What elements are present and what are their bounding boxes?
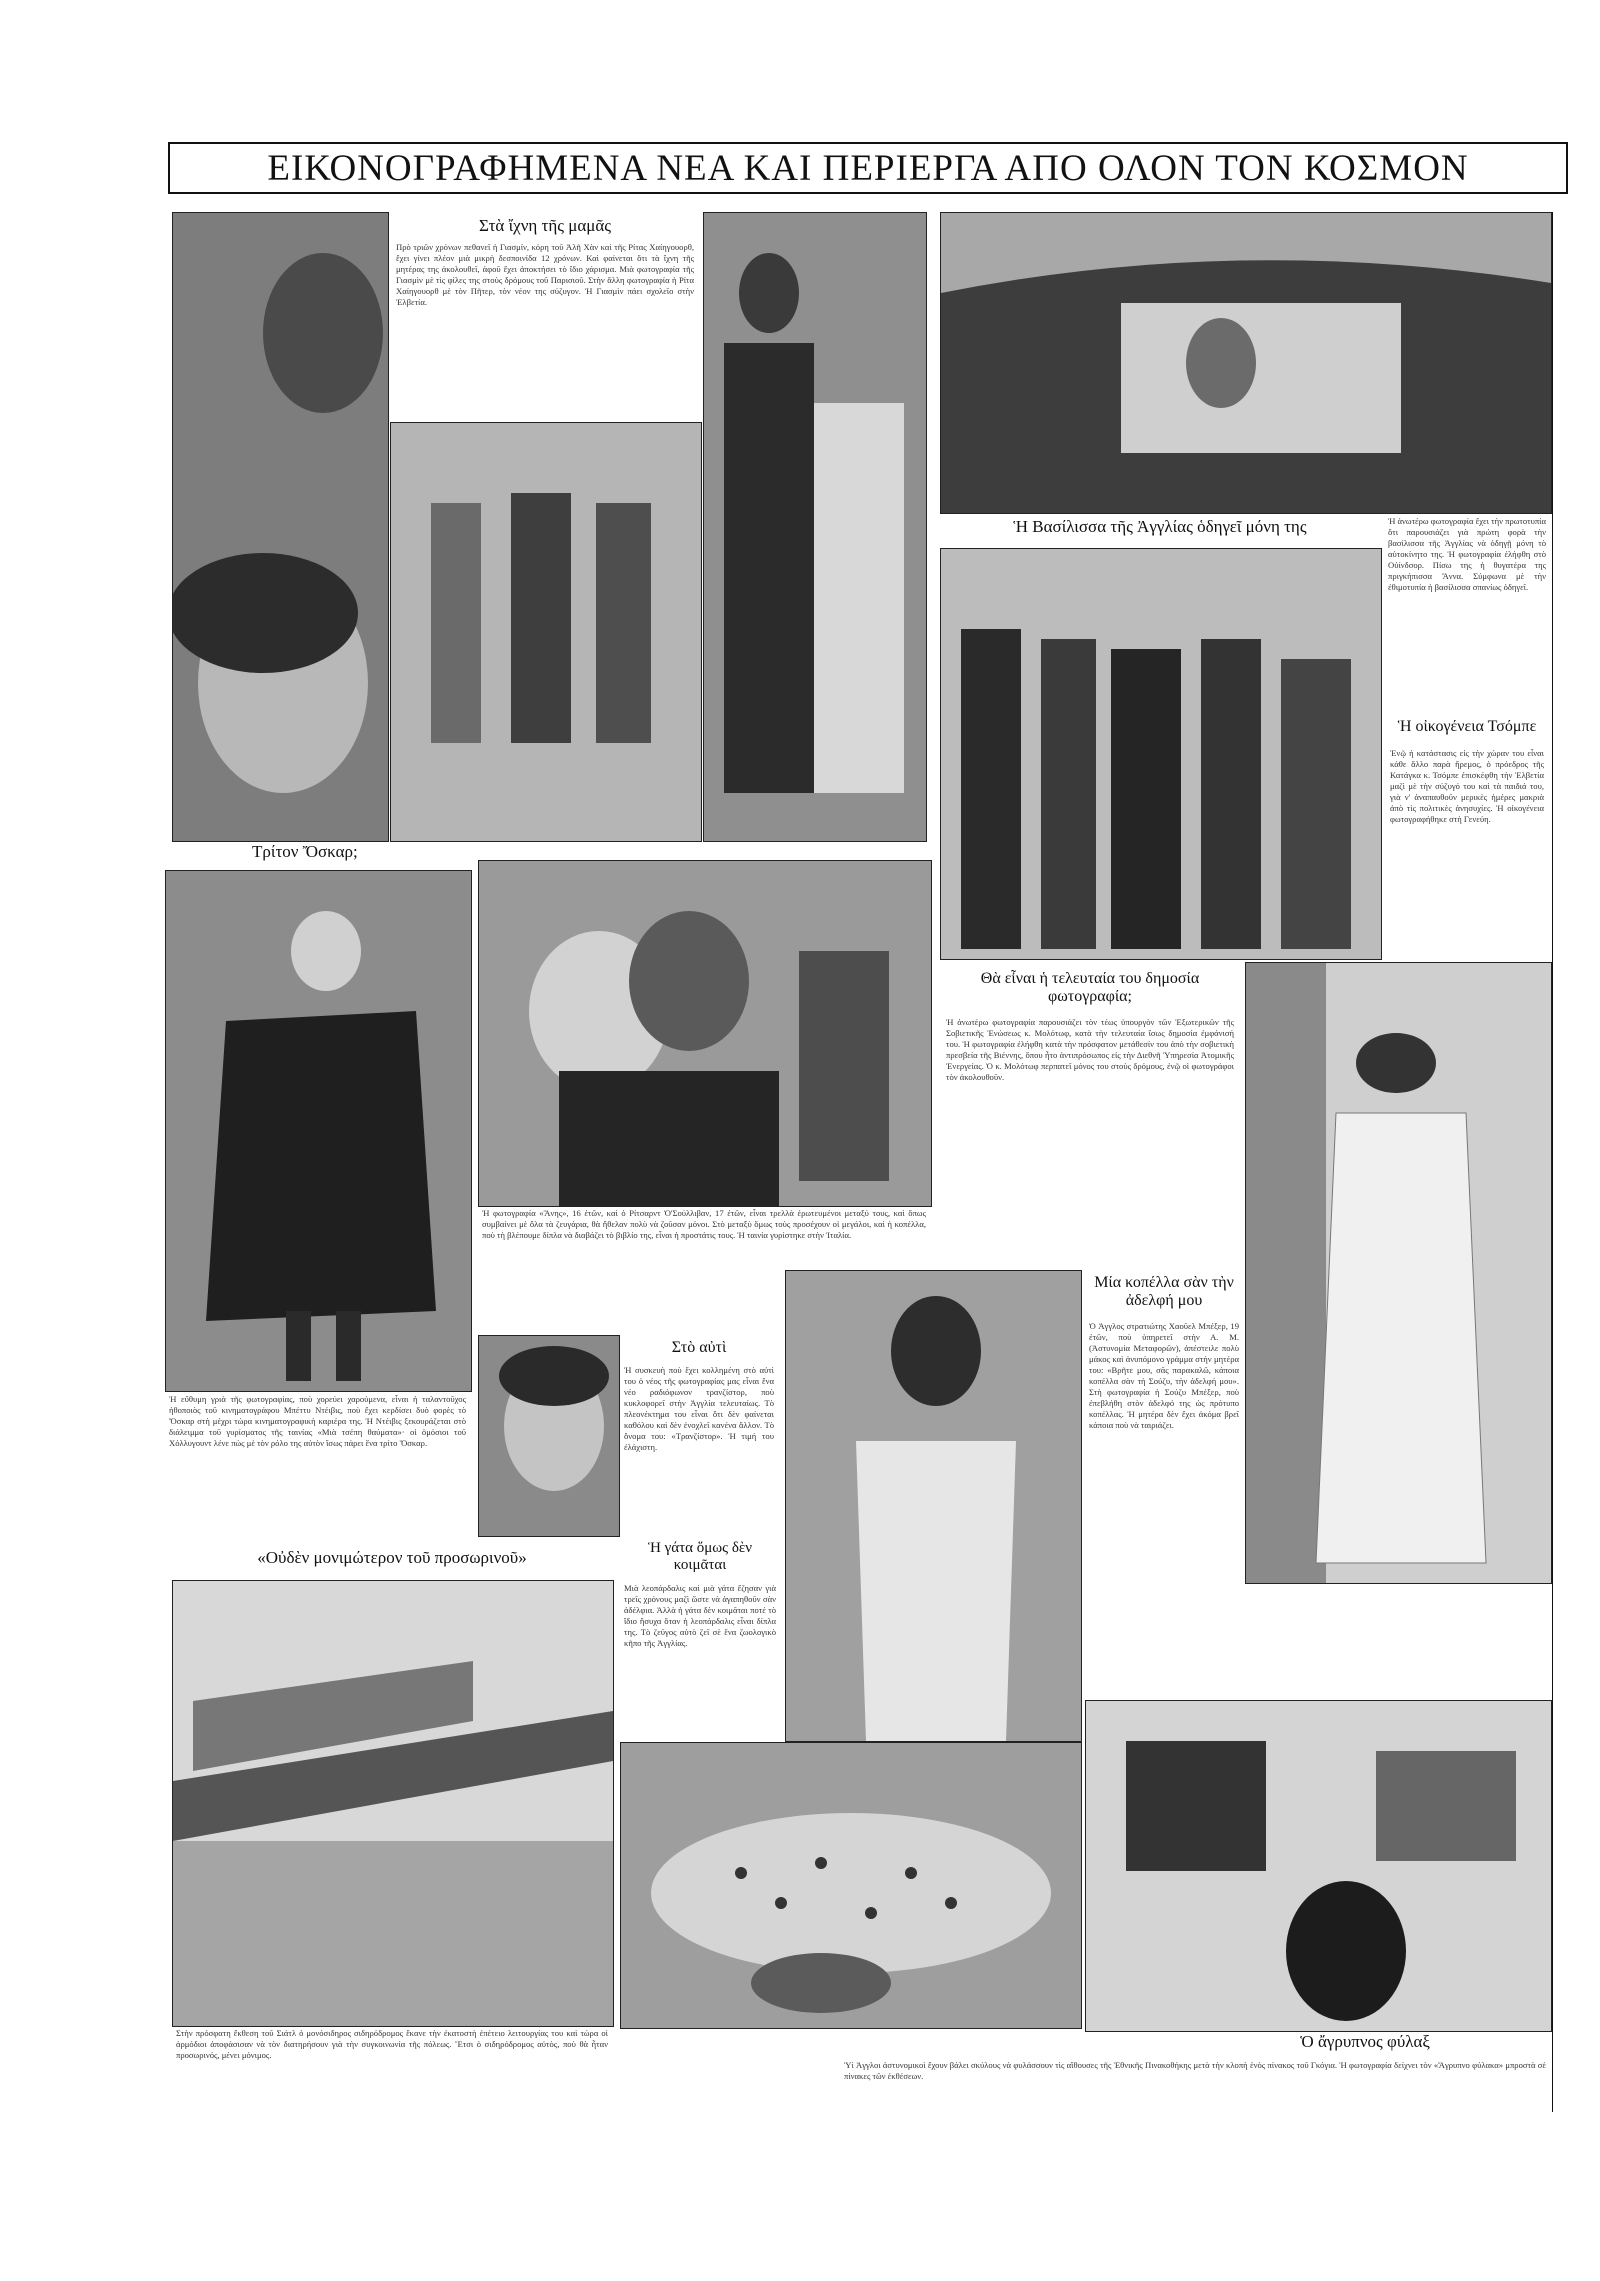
article-mama-headline: Στὰ ἴχνη τῆς μαμᾶς	[479, 216, 611, 235]
article-ear-text	[620, 1335, 778, 1535]
column-rule	[1552, 212, 1553, 2112]
photo-molotov	[1245, 962, 1552, 1584]
photo-tshombe-family	[940, 548, 1382, 960]
article-mama-text	[390, 212, 700, 420]
article-cat-headline: Ἡ γάτα ὅμως δὲν κοιμᾶται	[647, 1540, 753, 1574]
queen-body-text: Ἡ ἀνωτέρω φωτογραφία ἔχει τὴν πρωτοτυπία ὅτι παρουσιάζει γιὰ πρώτη φορὰ τὴν βασίλισσα τῆς Ἀγγλίας νὰ ὁδηγῇ μόνη τὸ αὐτοκίνητο της. Ἡ φωτογραφία ἐλήφθη στὸ Οὐίνδσορ. Πίσω της ἡ θυγατέρα της πριγκήπισσα Ἄννα. Σύμφωνα μὲ τὴν ἐθιμοτυπία ἡ βασίλισσα σπανίως ὁδηγεῖ.	[1388, 516, 1546, 592]
photo-leopard-cat	[620, 1742, 1082, 2029]
photo-guard-dog	[1085, 1700, 1552, 2032]
photo-queen-driving	[940, 212, 1552, 514]
article-monorail-body-box	[172, 2028, 612, 2098]
article-guard-headline-box	[1085, 2032, 1550, 2058]
article-guard-body-box	[840, 2060, 1550, 2110]
queen-caption-text: Ἡ Βασίλισσα τῆς Ἀγγλίας ὁδηγεῖ μόνη της	[1013, 517, 1307, 536]
article-monorail-headline: «Οὐδὲν μονιμώτερον τοῦ προσωρινοῦ»	[257, 1548, 527, 1567]
article-sister-body: Ὁ Ἀγγλος στρατιώτης Χαοῦελ Μπέξερ, 19 ἐτῶν, ποὺ ὑπηρετεῖ στὴν Α. Μ. (Ἀστυνομία Μεταφορῶν), ἀπέστειλε πολὺ μάκος καὶ ἀνυπόμονο γράμμα στὴν μητέρα του: «Βρῆτε μου, σᾶς παρακαλῶ, κάποια κοπέλλα σὰν τὴ Σούζυ, τὴν ἀδελφή μου». Στὴ φωτογραφία ἡ Σούζυ Μπέξερ, ποὺ ἐπεβλήθη στὸν ἀδελφό της ὡς πρότυπο κοπέλλας. Ἡ μητέρα δὲν ἔχει ἀκόμα βρεῖ κάποια ποὺ νὰ ταιριάζει.	[1089, 1320, 1239, 1430]
photo-teen-couple	[478, 860, 932, 1207]
article-mama-body: Πρὸ τριῶν χρόνων πεθανεῖ ἡ Γιασμίν, κόρη τοῦ Ἀλῆ Χὰν καὶ τῆς Ρίτας Χαίηγουορθ, ἔχει γίνει πλέον μιὰ μικρὴ δεσποινίδα 12 χρόνων. Καὶ φαίνεται ὅτι τὰ ἴχνη τῆς μητέρας της ἀκολουθεῖ, ἀφοῦ ἔχει ἀποκτήσει τὸ ἴδιο χάρισμα. Μιὰ φωτογραφία τῆς Γιασμὶν μὲ τὶς φίλες της στοὺς δρόμους τοῦ Παρισιοῦ. Στὴν ἄλλη φωτογραφία ἡ Ρίτα Χαίηγουορθ μὲ τὸν Πῆτερ, τὸν νέον της σύζυγον. Ἡ Γιασμὶν πάει σχολεῖο στὴν Ἐλβετία.	[396, 241, 694, 307]
photo-bette-davis	[165, 870, 472, 1392]
article-molotov-text	[940, 962, 1240, 1242]
article-monorail-headline-box	[172, 1548, 612, 1578]
article-oscar-headline: Τρίτον Ὄσκαρ;	[252, 842, 358, 861]
article-ear-headline: Στὸ αὐτὶ	[671, 1339, 727, 1356]
article-family-text	[1384, 698, 1550, 988]
photo-monorail	[172, 1580, 614, 2027]
article-family-headline: Ἡ οἰκογένεια Τσόμπε	[1397, 718, 1537, 735]
article-molotov-body: Ἡ ἀνωτέρω φωτογραφία παρουσιάζει τὸν τέως ὑπουργὸν τῶν Ἐξωτερικῶν τῆς Σοβιετικῆς Ἑνώσεως κ. Μολότωφ, κατὰ τὴν τελευταία ἴσως δημοσία ἐμφάνισή του. Ἡ φωτογραφία ἐλήφθη κατὰ τὴν πρόσφατον μετάθεσίν του ἀπὸ τὴν σοβιετικὴ πρεσβεία τῆς Βιέννης, ὅπου ἦτο ἀντιπρόσωπος εἰς τὴν Διεθνῆ Ὑπηρεσία Ἀτομικῆς Ἐνεργείας. Ὁ κ. Μολότωφ περπατεῖ μόνος του στοὺς δρόμους, ἐνῷ οἱ φωτογράφοι τὸν ἀκολουθοῦν.	[946, 1016, 1234, 1082]
photo-suzy	[785, 1270, 1082, 1742]
article-ear-body: Ἡ συσκευὴ ποὺ ἔχει κολλημένη στὸ αὐτὶ του ὁ νέος τῆς φωτογραφίας μας εἶναι ἕνα νέο ραδιόφωνον τρανζίστορ, ποὺ κυκλοφορεῖ στὴν Ἀγγλία τελευταίως. Τὸ πλεονέκτημα του εἶναι ὅτι δὲν φαίνεται καθόλου καὶ δὲν ἐνοχλεῖ κανένα ἄλλον. Τὸ ὄνομα του: «Τρανζίστορ». Ἡ τιμή του ἐλάχιστη.	[624, 1365, 774, 1453]
photo-transistor-ear	[478, 1335, 620, 1537]
article-oscar-body: Ἡ εὔθυμη γριὰ τῆς φωτογραφίας, ποὺ χορεύει χαρούμενα, εἶναι ἡ ταλαντοῦχος ἠθοποιὸς τοῦ κινηματογράφου Μπέττυ Ντέιβις, ποὺ ἔχει κερδίσει δυὸ φορὲς τὸ Ὄσκαρ στὴ μέχρι τώρα κινηματογραφικὴ καριέρα της. Ἡ Ντέιβις ξεκουράζεται στὸ διάλειμμα τοῦ γυρίσματος τῆς ταινίας «Μιὰ τσέπη θαύματα»· οἱ ὁμόσιοι τοῦ Χόλλυγουντ λένε πὼς μὲ τὸν ρόλο της αὐτὸν ἴσως πάρει ἕνα τρίτο Ὄσκαρ.	[169, 1394, 466, 1448]
photo-rita-hayworth-collage	[172, 212, 389, 842]
article-guard-headline: Ὁ ἄγρυπνος φύλαξ	[1300, 2032, 1430, 2051]
queen-caption	[940, 514, 1380, 542]
page-title: ΕΙΚΟΝΟΓΡΑΦΗΜΕΝΑ ΝΕΑ ΚΑΙ ΠΕΡΙΕΡΓΑ ΑΠΟ ΟΛΟΝ ΤΟΝ ΚΟΣΜΟΝ	[168, 142, 1568, 194]
article-romance-body: Ἡ φωτογραφία «Ἄνης», 16 ἐτῶν, καὶ ὁ Ρίτσαρντ Ὀ'Σούλλιβαν, 17 ἐτῶν, εἶναι τρελλὰ ἐρωτευμένοι μεταξύ τους, καὶ ὅπως συμβαίνει μὲ ὅλα τὰ ζευγάρια, θὰ ἤθελαν πολὺ νὰ ζοῦσαν μόνοι. Στὸ μεταξὺ ὅμως τοὺς προσέχουν οἱ μεγάλοι, καὶ ἡ κοπέλλα, ποὺ τὴ βλέπουμε δίπλα νὰ διαβάζει τὸ βιβλίο της, εἶναι ἡ προστάτις τους. Ἡ ταινία γυρίστηκε στὴν Ἰταλία.	[482, 1208, 926, 1240]
article-cat-text	[620, 1540, 780, 1690]
photo-yasmin-friends	[390, 422, 702, 842]
article-monorail-body: Στὴν πρόσφατη ἔκθεση τοῦ Σιάτλ ὁ μονόσιδηρος σιδηρόδρομος ἔκανε τὴν ἐκατοστὴ ἐπέτειο λειτουργίας του καὶ τώρα οἱ ἁρμόδιοι ἀποφάσισαν νὰ τὸν διατηρήσουν γιὰ τὴν συγκοινωνία τῆς πόλεως. Ἔτσι ὁ σιδηρόδρομος αὐτὸς, ποὺ θὰ ἦταν προσωρινός, μένει μόνιμος.	[176, 2028, 608, 2060]
queen-body	[1384, 516, 1550, 694]
article-guard-body: Ὑὶ Ἀγγλοι ἀστυνομικοὶ ἔχουν βάλει σκύλους νὰ φυλάσσουν τὶς αἴθουσες τῆς Ἐθνικῆς Πινακοθήκης μετὰ τὴν κλοπὴ ἑνὸς πίνακος τοῦ Γκόγια. Ἡ φωτογραφία δείχνει τὸν «Ἄγρυπνο φύλακα» μπροστὰ σὲ πίνακες τῶν ἐκθέσεων.	[844, 2060, 1546, 2081]
article-cat-body: Μιὰ λεοπάρδαλις καὶ μιὰ γάτα ἔζησαν γιὰ τρεῖς χρόνους μαζὶ ὥστε νὰ ἀγαπηθοῦν σὰν ἀδέλφια. Ἀλλὰ ἡ γάτα δὲν κοιμᾶται ποτέ τὸ ἴδιο ἥσυχα ὅταν ἡ λεοπάρδαλις εἶναι δίπλα της. Τὸ ζεῦγος αὐτὸ ζεῖ σὲ ἕνα ζωολογικὸ κῆπο τῆς Ἀγγλίας.	[624, 1582, 776, 1648]
photo-rita-hayworth-husband	[703, 212, 927, 842]
article-molotov-headline: Θὰ εἶναι ἡ τελευταία του δημοσία φωτογραφία;	[980, 970, 1200, 1006]
article-oscar-body-box	[165, 1394, 470, 1544]
article-sister-headline: Μία κοπέλλα σὰν τὴν ἀδελφή μου	[1094, 1274, 1234, 1310]
article-family-body: Ἐνῷ ἡ κατάστασις εἰς τὴν χώραν του εἶναι κάθε ἄλλο παρὰ ἤρεμος, ὁ πρόεδρος τῆς Κατάγκα κ. Τσόμπε ἐπισκέφθη τὴν Ἑλβετία μαζὶ μὲ τὴν σύζυγό του καὶ τὰ παιδιά του, γιὰ ν' ἀναπαυθοῦν μερικὲς ἡμέρες μακριὰ ἀπὸ τὶς πολιτικὲς ἀνησυχίες. Ἡ οἰκογένεια φωτογραφήθηκε στὴ Γενεύη.	[1390, 748, 1544, 825]
article-oscar-headline-box	[172, 842, 472, 868]
article-sister-text	[1085, 1270, 1243, 1690]
